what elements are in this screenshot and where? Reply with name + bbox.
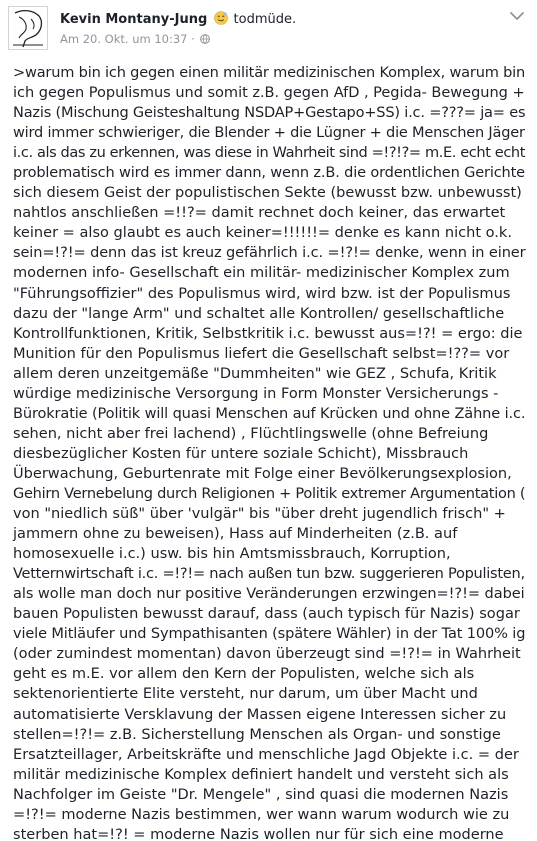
post-header: [0, 0, 537, 62]
post-text-line: stellen=!?!= z.B. Sicherstellung Menschen als Organ- und sonstige: [13, 725, 501, 743]
post-text-line: i.c. als das zu erkennen, was diese in Wahrheit sind =!?!?= m.E. echt echt: [13, 144, 526, 162]
post-meta: [60, 32, 210, 46]
post-text-line: "Führungsoffizier" des Populismus wird, wird bzw. ist der Populismus: [13, 284, 511, 302]
post-text-line: problematisch wird es immer dann, wenn z.B. die ordentlichen Gerichte: [13, 164, 525, 182]
post-text-line: Überwachung, Geburtenrate mit Folge einer Bevölkerungsexplosion,: [13, 464, 512, 482]
post-text-line: diesbezüglicher Kosten für untere soziale Schicht), Missbrauch: [13, 444, 469, 462]
post-text-line: von "niedlich süß" über 'vulgär" bis "über dreht jugendlich frisch" +: [13, 505, 506, 523]
post-text-line: jammern ohne zu beweisen), Hass auf Minderheiten (z.B. auf: [13, 525, 458, 543]
post-text-line: allem deren unzeitgemäße "Dummheiten" wie GEZ , Schufa, Kritik: [13, 364, 497, 382]
post-text-line: Ersatzteillager, Arbeitskräfte und menschliche Jagd Objekte i.c. = der: [13, 745, 519, 763]
post-text-line: sich diesem Geist der populistischen Sekte (bewusst bzw. unbewusst): [13, 184, 522, 202]
post-text-line: (oder zumindest momentan) davon überzeugt sind =!?!= in Wahrheit: [13, 645, 521, 663]
post-text-line: wird immer schwieriger, die Blender + die Lügner + die Menschen Jäger: [13, 124, 525, 142]
meta-separator: ·: [191, 32, 195, 46]
post-text-line: viele Mitläufer und Sympathisanten (spätere Wähler) in der Tat 100% ig: [13, 625, 526, 643]
post-text-line: Munition für den Populismus liefert die Gesellschaft selbst=!??= vor: [13, 344, 510, 362]
post-text-line: >warum bin ich gegen einen militär medizinischen Komplex, warum bin: [13, 64, 526, 81]
author-avatar[interactable]: [8, 6, 48, 50]
post-text-line: geht es m.E. vor allem den Kern der Populisten, welche sich als: [13, 665, 475, 683]
post-text-line: homosexuelle i.c.) usw. bis hin Amtsmissbrauch, Korruption,: [13, 545, 451, 563]
post-text-line: sterben hat=!?! = moderne Nazis wollen nur für sich eine moderne: [13, 825, 504, 841]
post-text-line: Nachfolger im Geiste "Dr. Mengele" , sind quasi die modernen Nazis: [13, 785, 509, 803]
post-text-line: automatisierte Versklavung der Massen eigene Interessen sicher zu: [13, 705, 507, 723]
post-text-line: würdige medizinische Versorgung in Form Monster Versicherungs -: [13, 384, 499, 402]
post-text-line: =!?!= moderne Nazis bestimmen, wer wann warum wodurch wie zu: [13, 805, 510, 823]
post-text-line: Nazis (Mischung Geisteshaltung NSDAP+Gestapo+SS) i.c. =???= ja= es: [13, 104, 526, 122]
author-name[interactable]: Kevin Montany-Jung: [60, 12, 208, 27]
post-text-line: Vetternwirtschaft i.c. =!?!= nach außen tun bzw. suggerieren Populisten,: [13, 565, 525, 583]
post-text-line: nahtlos anschließen =!!?= damit rechnet doch keiner, das erwartet: [13, 204, 506, 222]
post-text-line: als wolle man doch nur positive Veränderungen erzwingen=!?!= dabei: [13, 585, 525, 603]
post-text-line: sehen, nicht aber frei lachend) , Flüchtlingswelle (ohne Befreiung: [13, 424, 489, 442]
post-text-line: Bürokratie (Politik will quasi Menschen auf Krücken und ohne Zähne i.c.: [13, 404, 526, 422]
post-text-line: militär medizinische Komplex definiert handelt und versteht sich als: [13, 765, 509, 783]
globe-icon[interactable]: [200, 34, 210, 44]
post-text-line: dazu der "lange Arm" und schaltet alle Kontrollen/ gesellschaftliche: [13, 304, 505, 322]
avatar-sketch-icon: [9, 7, 47, 49]
smiling-face-icon: [214, 11, 228, 25]
post-text-line: sein=!?!= denn das ist kreuz gefährlich i.c. =!?!= denke, wenn in einer: [13, 244, 526, 262]
post-timestamp[interactable]: Am 20. Okt. um 10:37: [60, 32, 188, 46]
post-text-line: modernen info- Gesellschaft ein militär- medizinischer Komplex zum: [13, 264, 510, 282]
post-text-line: ich gegen Populismus und somit z.B. gegen AfD , Pegida- Bewegung +: [13, 84, 525, 102]
post-text-line: keiner = also glaubt es auch keiner=!!!!!!= denke es kann nicht o.k.: [13, 224, 512, 242]
author-line: [60, 11, 296, 27]
post-text-line: Kontrollfunktionen, Kritik, Selbstkritik i.c. bewusst aus=!?! = ergo: die: [13, 324, 523, 342]
post-body: [13, 63, 525, 841]
post-text-line: sektenorientierte Elite versteht, nur darum, um über Macht und: [13, 685, 478, 703]
post-text-line: bauen Populisten bewusst darauf, dass (auch typisch für Nazis) sogar: [13, 605, 520, 623]
feeling-text: todmüde.: [233, 12, 297, 27]
post-text-line: Gehirn Vernebelung durch Religionen + Politik extremer Argumentation (: [13, 484, 526, 502]
chevron-down-icon[interactable]: [509, 10, 525, 22]
